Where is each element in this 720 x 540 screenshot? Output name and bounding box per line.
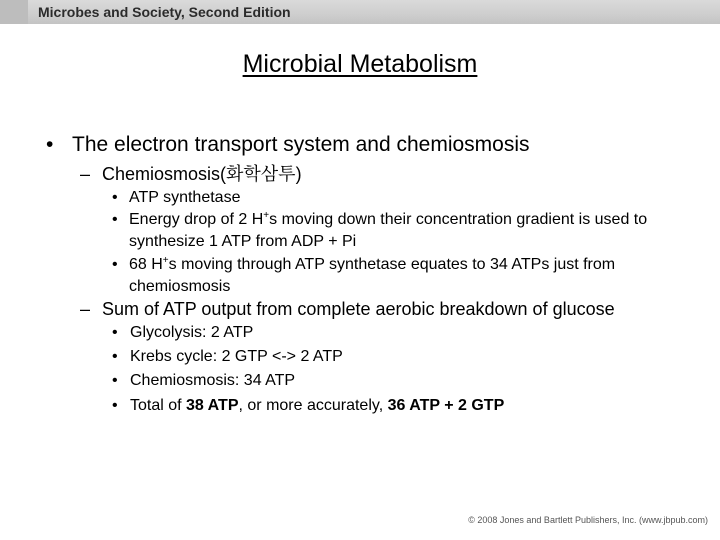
header-bar: [0, 0, 720, 24]
list-item-text: Energy drop of 2 H+s moving down their concentration gradient is used to synthesize 1 ATP from ADP + Pi: [129, 210, 648, 250]
list-item-text: 68 H+s moving through ATP synthetase equates to 34 ATPs just from chemiosmosis: [129, 255, 616, 295]
bullet-icon: •: [112, 189, 118, 206]
bullet-icon: •: [112, 348, 118, 365]
sub-bullet-text: Sum of ATP output from complete aerobic breakdown of glucose: [102, 299, 615, 319]
dash-icon: –: [80, 164, 91, 184]
list-item-text: Glycolysis: 2 ATP: [130, 324, 254, 341]
bullet-icon: •: [46, 133, 54, 156]
bullet-icon: •: [112, 372, 118, 389]
bullet-icon: •: [112, 397, 118, 414]
sub-bullet-text: Chemiosmosis(화학삼투): [102, 164, 302, 184]
main-bullet-text: The electron transport system and chemiosmosis: [72, 133, 530, 156]
dash-icon: –: [80, 299, 91, 319]
list-item: [112, 254, 712, 298]
copyright-notice: © 2008 Jones and Bartlett Publishers, Inc. (www.jbpub.com): [468, 515, 708, 525]
list-item-text: Krebs cycle: 2 GTP <-> 2 ATP: [130, 348, 343, 365]
list-item: [112, 209, 712, 253]
bullet-icon: •: [112, 211, 118, 228]
list-item-text: Total of 38 ATP, or more accurately, 36 ATP + 2 GTP: [130, 397, 505, 414]
book-title: Microbes and Society, Second Edition: [38, 4, 291, 20]
list-item: [112, 187, 712, 209]
slide-title-text: Microbial Metabolism: [242, 50, 478, 78]
header-accent: [0, 0, 28, 24]
bullet-icon: •: [112, 324, 118, 341]
list-item-text: Chemiosmosis: 34 ATP: [130, 372, 296, 389]
slide-title: [0, 49, 720, 79]
bullet-icon: •: [112, 256, 118, 273]
list-item-text: ATP synthetase: [129, 189, 241, 206]
